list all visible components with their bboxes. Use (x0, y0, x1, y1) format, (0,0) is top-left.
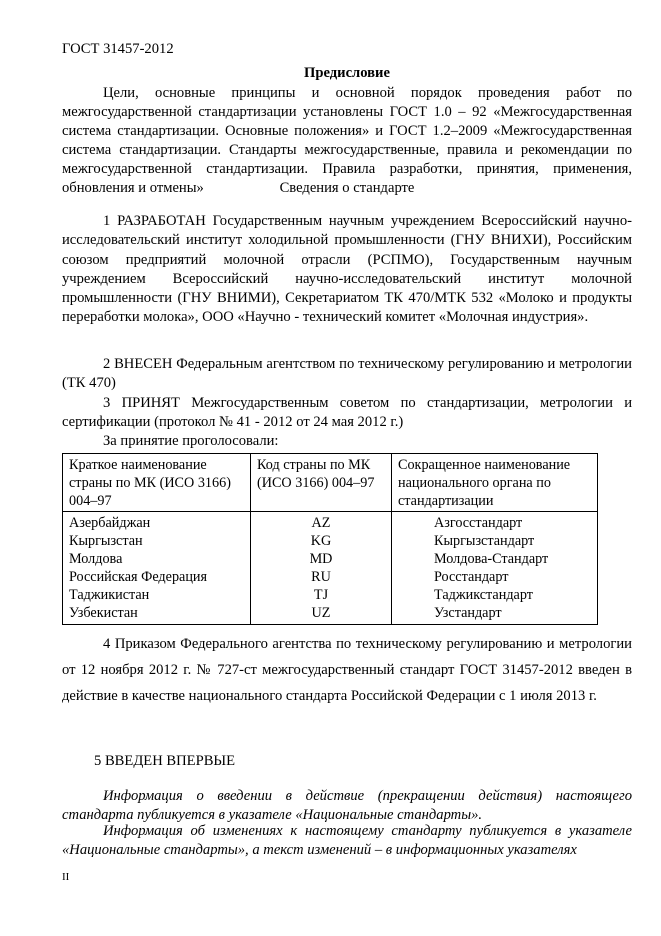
info-paragraph-1: Информация о введении в действие (прекращении действия) настоящего стандарта публикуется в указателе «Национальные стандарты». (62, 788, 632, 823)
header-country-name: Краткое наименование страны по МК (ИСО 3166) 004–97 (63, 454, 251, 512)
country-code: KG (251, 532, 392, 550)
document-header: ГОСТ 31457-2012 (62, 41, 174, 57)
table-row (63, 586, 598, 604)
standards-body: Узстандарт (392, 604, 598, 625)
table-row (63, 604, 598, 625)
intro-paragraph: Цели, основные принципы и основной порядок проведения работ по межгосударственной стандартизации установлены ГОСТ 1.0 – 92 «Межгосударственная система стандартизации. Основные положения» и ГОСТ 1.2–2009 «Межгосударственная система стандартизации. Стандарты межгосударственные, правила и рекомендации по межгосударственной стандартизации. Правила разработки, принятия, применения, обновления и отмены» (62, 85, 632, 196)
standards-body: Молдова-Стандарт (392, 550, 598, 568)
info-paragraph-2: Информация об изменениях к настоящему стандарту публикуется в указателе «Национальные стандарты», а текст изменений – в информационных указателях (62, 823, 632, 858)
header-country-code: Код страны по МК (ИСО 3166) 004–97 (251, 454, 392, 512)
item-3-paragraph: 3 ПРИНЯТ Межгосударственным советом по стандартизации, метрологии и сертификации (протокол № 41 - 2012 от 24 мая 2012 г.) (62, 395, 632, 430)
table-row (63, 532, 598, 550)
standards-body: Кыргызстандарт (392, 532, 598, 550)
standards-body: Росстандарт (392, 568, 598, 586)
table-row (63, 550, 598, 568)
subsection-title: Сведения о стандарте (279, 180, 415, 196)
item-2-paragraph: 2 ВНЕСЕН Федеральным агентством по техническому регулированию и метрологии (ТК 470) (62, 356, 632, 391)
vote-intro: За принятие проголосовали: (103, 433, 279, 449)
country-name: Таджикистан (63, 586, 251, 604)
country-name: Российская Федерация (63, 568, 251, 586)
item-5-paragraph: 5 ВВЕДЕН ВПЕРВЫЕ (94, 753, 236, 769)
table-header-row (63, 454, 598, 512)
country-code: UZ (251, 604, 392, 625)
country-code: AZ (251, 512, 392, 533)
header-standards-body: Сокращенное наименование национального органа по стандартизации (392, 454, 598, 512)
country-name: Азербайджан (63, 512, 251, 533)
country-code: RU (251, 568, 392, 586)
item-4-paragraph: 4 Приказом Федерального агентства по техническому регулированию и метрологии от 12 ноября 2012 г. № 727-ст межгосударственный стандарт ГОСТ 31457-2012 введен в действие в качестве национального стандарта Российской Федерации с 1 июля 2013 г. (62, 636, 632, 704)
page-number: II (62, 871, 70, 883)
section-title: Предисловие (304, 65, 390, 81)
country-code: TJ (251, 586, 392, 604)
table-row (63, 568, 598, 586)
voting-countries-table (62, 453, 598, 625)
table-row (63, 512, 598, 533)
country-name: Молдова (63, 550, 251, 568)
country-name: Узбекистан (63, 604, 251, 625)
country-code: MD (251, 550, 392, 568)
country-name: Кыргызстан (63, 532, 251, 550)
item-1-paragraph: 1 РАЗРАБОТАН Государственным научным учреждением Всероссийский научно-исследовательский институт холодильной промышленности (ГНУ ВНИХИ), Российским союзом предприятий молочной отрасли (РСПМО), Государственным научным учреждением Всероссийский научно-исследовательский институт молочной промышленности (ГНУ ВНИМИ), Секретариатом ТК 470/МТК 532 «Молоко и продукты переработки молока», ООО «Научно - технический комитет «Молочная индустрия». (62, 213, 632, 326)
standards-body: Азгосстандарт (392, 512, 598, 533)
standards-body: Таджикстандарт (392, 586, 598, 604)
